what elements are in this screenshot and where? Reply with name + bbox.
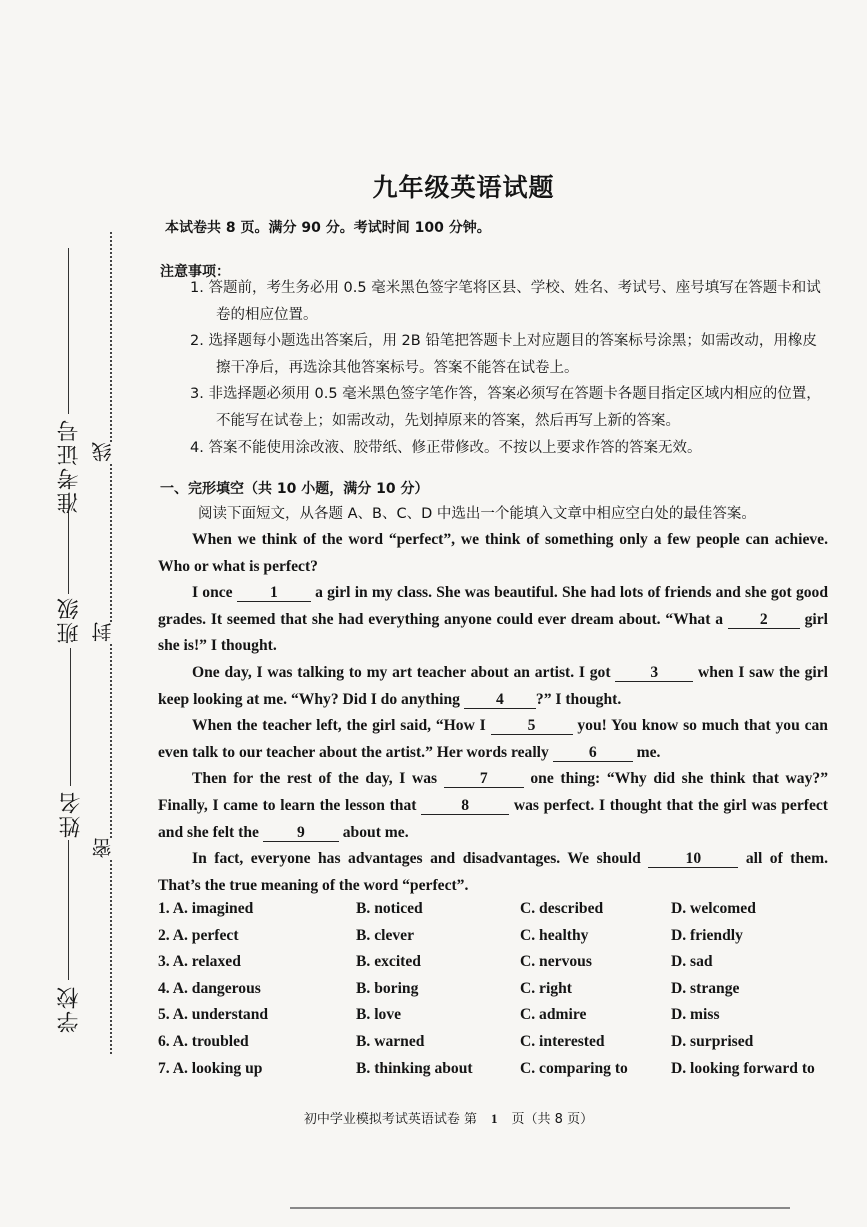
option-d: D. miss bbox=[671, 1006, 720, 1024]
blank-9: 9 bbox=[263, 824, 339, 842]
option-b: B. thinking about bbox=[356, 1059, 473, 1077]
note-item: 1. 答题前，考生务必用 0.5 毫米黑色签字笔将区县、学校、姓名、考试号、座号填写在答题卡和试卷的相应位置。 bbox=[190, 280, 821, 323]
option-a: 4. A. dangerous bbox=[158, 979, 261, 997]
seal-dotted-line bbox=[110, 232, 112, 1054]
name-write-line bbox=[70, 648, 71, 786]
option-d: D. friendly bbox=[671, 926, 743, 944]
exam-title: 九年级英语试题 bbox=[372, 173, 555, 202]
seal-char-feng: 封 bbox=[88, 622, 117, 642]
option-c: C. interested bbox=[520, 1032, 605, 1050]
passage-paragraph: Then for the rest of the day, I was 7 one thing: “Why did she think that way?” Finally, I came to learn the lesson that 8 was perfect. I thought that the girl was perfect and she felt the 9 about me. bbox=[158, 770, 828, 841]
option-a: 1. A. imagined bbox=[158, 900, 254, 917]
options-row-6 bbox=[158, 1033, 838, 1060]
section-instruction: 阅读下面短文，从各题 A、B、C、D 中选出一个能填入文章中相应空白处的最佳答案。 bbox=[198, 506, 756, 522]
bottom-edge-line bbox=[290, 1207, 790, 1209]
option-c: C. comparing to bbox=[520, 1059, 628, 1077]
blank-3: 3 bbox=[615, 664, 693, 682]
footer-prefix: 初中学业模拟考试英语试卷 第 bbox=[303, 1112, 478, 1127]
passage-paragraph: When the teacher left, the girl said, “How I 5 you! You know so much that you can even talk to our teacher about the artist.” Her words really 6 me. bbox=[158, 717, 828, 761]
option-a: 2. A. perfect bbox=[158, 926, 239, 944]
option-a: 3. A. relaxed bbox=[158, 953, 241, 971]
footer-page-number: 1 bbox=[491, 1111, 498, 1126]
blank-6: 6 bbox=[553, 744, 633, 762]
cloze-passage bbox=[158, 527, 828, 899]
seal-char-mi: 密 bbox=[88, 838, 117, 858]
options-row-2 bbox=[158, 927, 838, 954]
option-d: D. surprised bbox=[671, 1032, 754, 1050]
options-row-7 bbox=[158, 1060, 838, 1087]
exam-id-write-line bbox=[68, 248, 69, 414]
notes-list bbox=[190, 275, 830, 461]
blank-10: 10 bbox=[648, 850, 738, 868]
blank-8: 8 bbox=[421, 797, 509, 815]
notes-title: 注意事项： bbox=[160, 264, 230, 280]
option-d: D. strange bbox=[671, 979, 740, 997]
option-b: B. clever bbox=[356, 926, 415, 944]
options-list bbox=[158, 900, 838, 1086]
passage-paragraph: When we think of the word “perfect”, we think of something only a few people can achieve. Who or what is perfect? bbox=[158, 531, 828, 575]
passage-paragraph: In fact, everyone has advantages and disadvantages. We should 10 all of them. That’s the true meaning of the word “perfect”. bbox=[158, 850, 828, 894]
option-c: C. admire bbox=[520, 1006, 587, 1024]
options-row-5 bbox=[158, 1006, 838, 1033]
footer-suffix: 页（共 8 页） bbox=[511, 1112, 594, 1127]
note-item: 3. 非选择题必须用 0.5 毫米黑色签字笔作答，答案必须写在答题卡各题目指定区域内相应的位置，不能写在试卷上；如需改动，先划掉原来的答案，然后再写上新的答案。 bbox=[190, 386, 821, 429]
option-b: B. warned bbox=[356, 1032, 425, 1050]
option-a: 5. A. understand bbox=[158, 1006, 269, 1024]
option-d: D. sad bbox=[671, 953, 713, 971]
blank-4: 4 bbox=[464, 691, 536, 709]
options-row-3 bbox=[158, 953, 838, 980]
exam-id-label: 准考证号 bbox=[57, 418, 82, 514]
options-row-4 bbox=[158, 980, 838, 1007]
class-label: 班级 bbox=[57, 596, 82, 644]
section-title: 一、完形填空（共 10 小题，满分 10 分） bbox=[160, 481, 429, 497]
note-item: 4. 答案不能使用涂改液、胶带纸、修正带修改。不按以上要求作答的答案无效。 bbox=[190, 439, 702, 456]
blank-2: 2 bbox=[728, 611, 800, 629]
school-write-line bbox=[68, 840, 69, 980]
option-b: B. excited bbox=[356, 953, 421, 971]
options-row-1 bbox=[158, 900, 838, 927]
exam-intro: 本试卷共 8 页。满分 90 分。考试时间 100 分钟。 bbox=[165, 220, 491, 236]
option-c: C. healthy bbox=[520, 926, 589, 944]
option-c: C. described bbox=[520, 900, 604, 917]
option-a: 6. A. troubled bbox=[158, 1032, 249, 1050]
seal-char-xian: 线 bbox=[88, 442, 117, 462]
option-b: B. noticed bbox=[356, 900, 423, 917]
passage-paragraph: I once 1 a girl in my class. She was beautiful. She had lots of friends and she got good grades. It seemed that she had everything anyone could ever dream about. “What a 2 girl she is!” I thought. bbox=[158, 584, 829, 655]
option-d: D. looking forward to bbox=[671, 1059, 815, 1077]
blank-1: 1 bbox=[237, 584, 311, 602]
blank-7: 7 bbox=[444, 770, 524, 788]
blank-5: 5 bbox=[491, 717, 573, 735]
page-footer bbox=[0, 1108, 867, 1127]
note-item: 2. 选择题每小题选出答案后，用 2B 铅笔把答题卡上对应题目的答案标号涂黑；如需改动，用橡皮擦干净后，再选涂其他答案标号。答案不能答在试卷上。 bbox=[190, 333, 817, 376]
option-a: 7. A. looking up bbox=[158, 1059, 263, 1077]
option-c: C. right bbox=[520, 979, 572, 997]
school-label: 学校 bbox=[57, 985, 82, 1033]
name-label: 姓名 bbox=[59, 790, 84, 838]
option-b: B. boring bbox=[356, 979, 419, 997]
class-write-line bbox=[68, 512, 69, 594]
option-b: B. love bbox=[356, 1006, 402, 1024]
passage-paragraph: One day, I was talking to my art teacher about an artist. I got 3 when I saw the girl keep looking at me. “Why? Did I do anything 4 ?” I thought. bbox=[158, 663, 828, 708]
option-c: C. nervous bbox=[520, 953, 592, 971]
option-d: D. welcomed bbox=[671, 900, 756, 917]
